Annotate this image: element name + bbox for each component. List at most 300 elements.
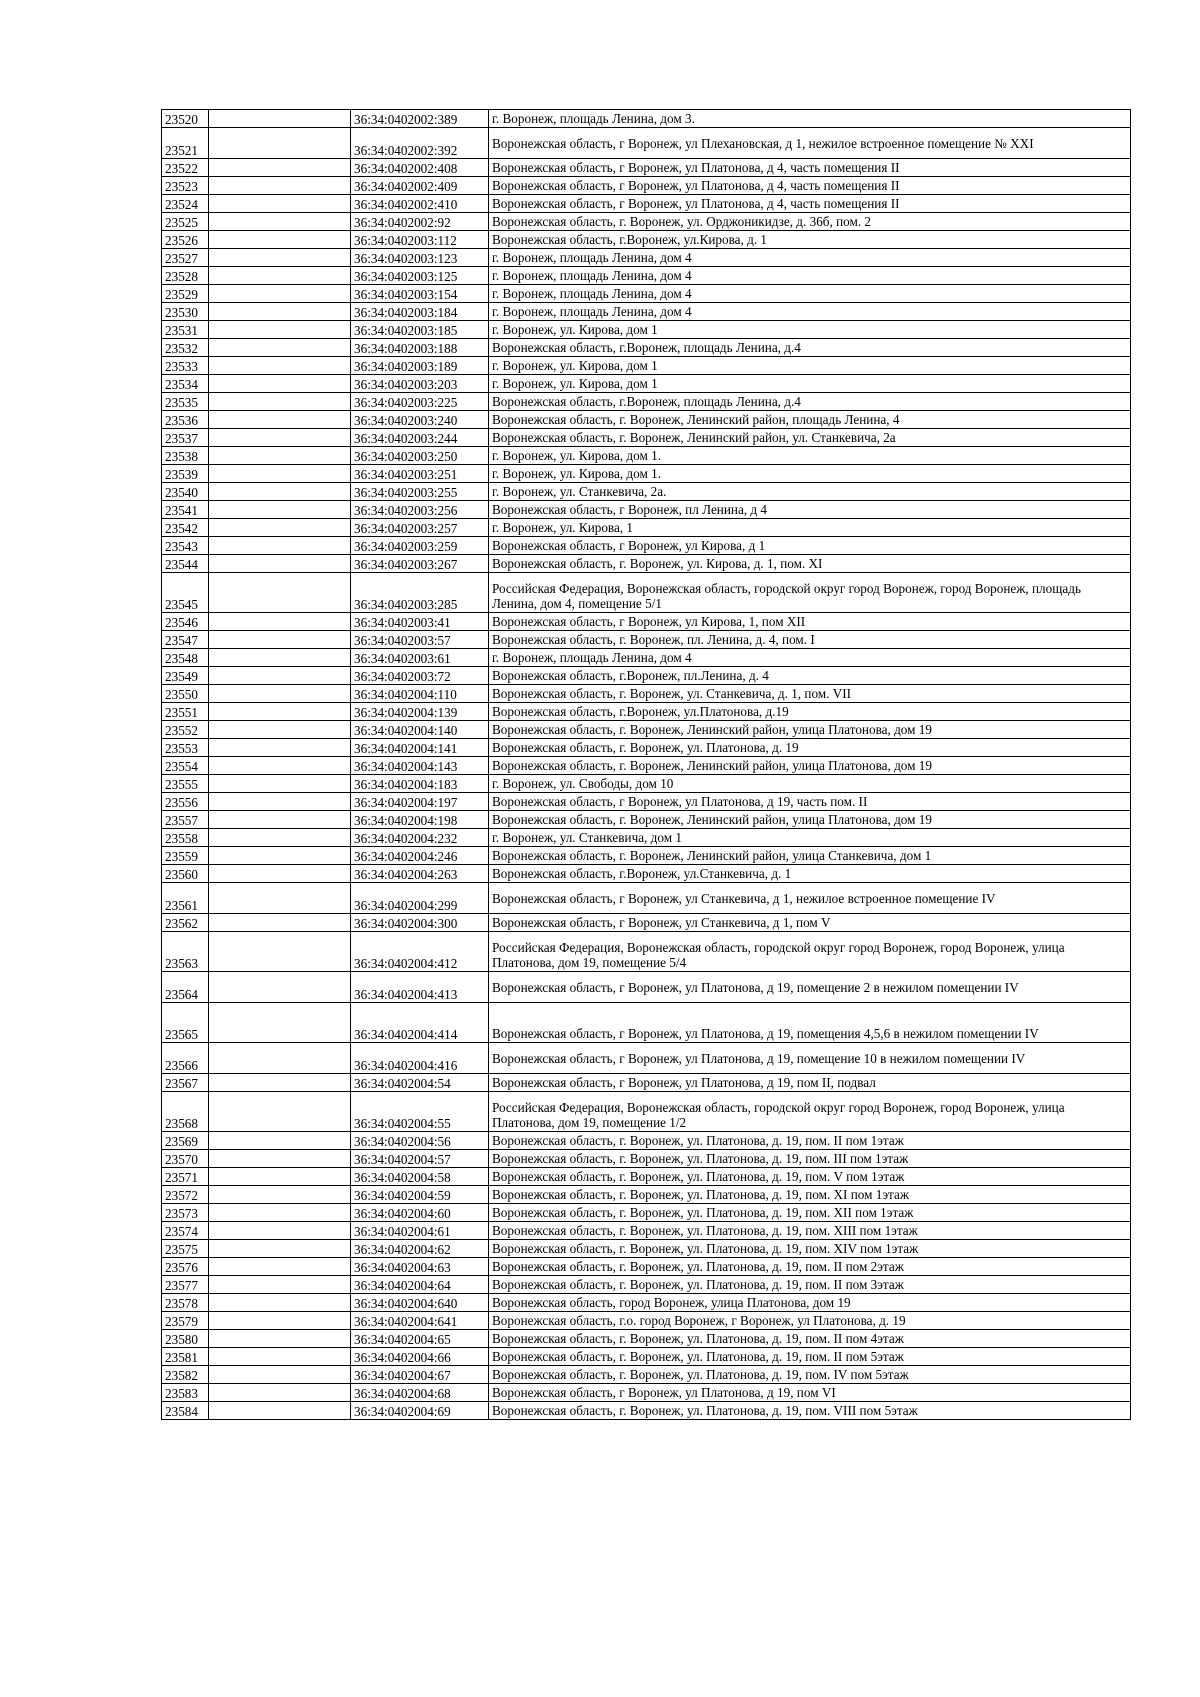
cadastral-number-cell: 36:34:0402004:65 [351, 1330, 489, 1348]
address-cell: Воронежская область, г. Воронеж, Ленинский район, улица Платонова, дом 19 [489, 811, 1131, 829]
cadastral-number-cell: 36:34:0402003:285 [351, 573, 489, 613]
table-row [162, 811, 1131, 829]
cadastral-number-cell: 36:34:0402004:54 [351, 1074, 489, 1092]
address-cell: Воронежская область, г.о. город Воронеж, г Воронеж, ул Платонова, д. 19 [489, 1312, 1131, 1330]
empty-cell [209, 321, 351, 339]
cadastral-number-cell: 36:34:0402004:183 [351, 775, 489, 793]
empty-cell [209, 1092, 351, 1132]
table-row [162, 1402, 1131, 1420]
empty-cell [209, 932, 351, 972]
table-row [162, 1384, 1131, 1402]
address-cell: г. Воронеж, площадь Ленина, дом 4 [489, 267, 1131, 285]
row-number-cell: 23551 [162, 703, 209, 721]
address-cell: Воронежская область, г. Воронеж, ул. Станкевича, д. 1, пом. VII [489, 685, 1131, 703]
cadastral-number-cell: 36:34:0402004:232 [351, 829, 489, 847]
row-number-cell: 23550 [162, 685, 209, 703]
address-cell: г. Воронеж, площадь Ленина, дом 4 [489, 285, 1131, 303]
row-number-cell: 23579 [162, 1312, 209, 1330]
table-row [162, 739, 1131, 757]
address-cell: г. Воронеж, площадь Ленина, дом 3. [489, 110, 1131, 128]
empty-cell [209, 357, 351, 375]
row-number-cell: 23572 [162, 1186, 209, 1204]
table-row [162, 613, 1131, 631]
empty-cell [209, 1258, 351, 1276]
row-number-cell: 23583 [162, 1384, 209, 1402]
address-cell: Воронежская область, г Воронеж, ул Станкевича, д 1, нежилое встроенное помещение IV [489, 883, 1131, 914]
cadastral-number-cell: 36:34:0402003:72 [351, 667, 489, 685]
row-number-cell: 23574 [162, 1222, 209, 1240]
address-cell: Российская Федерация, Воронежская область, городской округ город Воронеж, город Воронеж, улица Платонова, дом 19, помещение 1/2 [489, 1092, 1131, 1132]
address-cell: Воронежская область, г.Воронеж, ул.Станкевича, д. 1 [489, 865, 1131, 883]
row-number-cell: 23565 [162, 1003, 209, 1043]
empty-cell [209, 1074, 351, 1092]
row-number-cell: 23576 [162, 1258, 209, 1276]
empty-cell [209, 110, 351, 128]
cadastral-number-cell: 36:34:0402003:225 [351, 393, 489, 411]
table-row [162, 883, 1131, 914]
row-number-cell: 23521 [162, 128, 209, 159]
empty-cell [209, 303, 351, 321]
address-cell: Воронежская область, г. Воронеж, ул. Платонова, д. 19, пом. III пом 1этаж [489, 1150, 1131, 1168]
row-number-cell: 23524 [162, 195, 209, 213]
empty-cell [209, 177, 351, 195]
table-row [162, 393, 1131, 411]
empty-cell [209, 865, 351, 883]
table-row [162, 1258, 1131, 1276]
row-number-cell: 23536 [162, 411, 209, 429]
empty-cell [209, 793, 351, 811]
row-number-cell: 23545 [162, 573, 209, 613]
cadastral-number-cell: 36:34:0402003:154 [351, 285, 489, 303]
address-cell: Воронежская область, г. Воронеж, ул. Платонова, д. 19 [489, 739, 1131, 757]
table-row [162, 1132, 1131, 1150]
row-number-cell: 23562 [162, 914, 209, 932]
row-number-cell: 23530 [162, 303, 209, 321]
empty-cell [209, 847, 351, 865]
cadastral-number-cell: 36:34:0402003:250 [351, 447, 489, 465]
empty-cell [209, 483, 351, 501]
address-cell: г. Воронеж, ул. Кирова, дом 1. [489, 465, 1131, 483]
empty-cell [209, 537, 351, 555]
address-cell: Воронежская область, г. Воронеж, Ленинский район, улица Станкевича, дом 1 [489, 847, 1131, 865]
row-number-cell: 23571 [162, 1168, 209, 1186]
empty-cell [209, 519, 351, 537]
cadastral-number-cell: 36:34:0402003:184 [351, 303, 489, 321]
row-number-cell: 23543 [162, 537, 209, 555]
address-cell: Воронежская область, г. Воронеж, ул. Платонова, д. 19, пом. IV пом 5этаж [489, 1366, 1131, 1384]
table-row [162, 703, 1131, 721]
address-cell: Воронежская область, г. Воронеж, Ленинский район, ул. Станкевича, 2а [489, 429, 1131, 447]
empty-cell [209, 739, 351, 757]
cadastral-number-cell: 36:34:0402002:392 [351, 128, 489, 159]
table-row [162, 1312, 1131, 1330]
cadastral-number-cell: 36:34:0402003:267 [351, 555, 489, 573]
row-number-cell: 23544 [162, 555, 209, 573]
row-number-cell: 23522 [162, 159, 209, 177]
row-number-cell: 23568 [162, 1092, 209, 1132]
registry-table [161, 109, 1131, 1420]
cadastral-number-cell: 36:34:0402004:140 [351, 721, 489, 739]
address-cell: Воронежская область, г Воронеж, ул Платонова, д 4, часть помещения II [489, 177, 1131, 195]
table-row [162, 321, 1131, 339]
cadastral-number-cell: 36:34:0402004:299 [351, 883, 489, 914]
table-row [162, 847, 1131, 865]
empty-cell [209, 703, 351, 721]
address-cell: Воронежская область, г. Воронеж, ул. Платонова, д. 19, пом. II пом 4этаж [489, 1330, 1131, 1348]
cadastral-number-cell: 36:34:0402004:197 [351, 793, 489, 811]
address-cell: Воронежская область, г Воронеж, ул Кирова, д 1 [489, 537, 1131, 555]
row-number-cell: 23578 [162, 1294, 209, 1312]
empty-cell [209, 1132, 351, 1150]
cadastral-number-cell: 36:34:0402003:240 [351, 411, 489, 429]
table-row [162, 914, 1131, 932]
address-cell: Воронежская область, г.Воронеж, пл.Ленина, д. 4 [489, 667, 1131, 685]
table-row [162, 110, 1131, 128]
cadastral-number-cell: 36:34:0402004:641 [351, 1312, 489, 1330]
address-cell: Воронежская область, г. Воронеж, ул. Платонова, д. 19, пом. XIV пом 1этаж [489, 1240, 1131, 1258]
empty-cell [209, 555, 351, 573]
address-cell: г. Воронеж, ул. Свободы, дом 10 [489, 775, 1131, 793]
row-number-cell: 23523 [162, 177, 209, 195]
table-row [162, 793, 1131, 811]
cadastral-number-cell: 36:34:0402004:55 [351, 1092, 489, 1132]
cadastral-number-cell: 36:34:0402002:409 [351, 177, 489, 195]
empty-cell [209, 1186, 351, 1204]
table-row [162, 357, 1131, 375]
table-row [162, 375, 1131, 393]
empty-cell [209, 195, 351, 213]
address-cell: г. Воронеж, ул. Кирова, дом 1 [489, 321, 1131, 339]
empty-cell [209, 685, 351, 703]
address-cell: Воронежская область, г Воронеж, ул Платонова, д 19, часть пом. II [489, 793, 1131, 811]
address-cell: Воронежская область, г. Воронеж, ул. Орджоникидзе, д. 36б, пом. 2 [489, 213, 1131, 231]
row-number-cell: 23533 [162, 357, 209, 375]
empty-cell [209, 631, 351, 649]
empty-cell [209, 667, 351, 685]
empty-cell [209, 757, 351, 775]
table-row [162, 213, 1131, 231]
address-cell: Воронежская область, г Воронеж, ул Платонова, д 19, помещения 4,5,6 в нежилом помещении IV [489, 1003, 1131, 1043]
address-cell: Воронежская область, г Воронеж, ул Кирова, 1, пом XII [489, 613, 1131, 631]
empty-cell [209, 1003, 351, 1043]
cadastral-number-cell: 36:34:0402004:57 [351, 1150, 489, 1168]
row-number-cell: 23560 [162, 865, 209, 883]
address-cell: г. Воронеж, ул. Кирова, 1 [489, 519, 1131, 537]
table-row [162, 519, 1131, 537]
row-number-cell: 23580 [162, 1330, 209, 1348]
row-number-cell: 23554 [162, 757, 209, 775]
row-number-cell: 23540 [162, 483, 209, 501]
address-cell: г. Воронеж, площадь Ленина, дом 4 [489, 649, 1131, 667]
empty-cell [209, 231, 351, 249]
table-row [162, 537, 1131, 555]
table-row [162, 972, 1131, 1003]
row-number-cell: 23531 [162, 321, 209, 339]
table-row [162, 1294, 1131, 1312]
table-row [162, 1330, 1131, 1348]
row-number-cell: 23542 [162, 519, 209, 537]
cadastral-number-cell: 36:34:0402003:257 [351, 519, 489, 537]
address-cell: г. Воронеж, ул. Кирова, дом 1. [489, 447, 1131, 465]
row-number-cell: 23582 [162, 1366, 209, 1384]
row-number-cell: 23567 [162, 1074, 209, 1092]
cadastral-number-cell: 36:34:0402003:203 [351, 375, 489, 393]
registry-table-body [162, 110, 1131, 1420]
cadastral-number-cell: 36:34:0402004:56 [351, 1132, 489, 1150]
row-number-cell: 23570 [162, 1150, 209, 1168]
cadastral-number-cell: 36:34:0402003:57 [351, 631, 489, 649]
cadastral-number-cell: 36:34:0402003:125 [351, 267, 489, 285]
table-row [162, 285, 1131, 303]
address-cell: г. Воронеж, площадь Ленина, дом 4 [489, 249, 1131, 267]
address-cell: Воронежская область, г Воронеж, ул Станкевича, д 1, пом V [489, 914, 1131, 932]
empty-cell [209, 465, 351, 483]
cadastral-number-cell: 36:34:0402003:112 [351, 231, 489, 249]
row-number-cell: 23528 [162, 267, 209, 285]
address-cell: Воронежская область, г. Воронеж, ул. Платонова, д. 19, пом. XII пом 1этаж [489, 1204, 1131, 1222]
row-number-cell: 23532 [162, 339, 209, 357]
cadastral-number-cell: 36:34:0402004:414 [351, 1003, 489, 1043]
empty-cell [209, 429, 351, 447]
address-cell: Воронежская область, г. Воронеж, пл. Ленина, д. 4, пом. I [489, 631, 1131, 649]
address-cell: Воронежская область, г. Воронеж, ул. Платонова, д. 19, пом. II пом 5этаж [489, 1348, 1131, 1366]
address-cell: г. Воронеж, ул. Станкевича, 2а. [489, 483, 1131, 501]
cadastral-number-cell: 36:34:0402003:244 [351, 429, 489, 447]
cadastral-number-cell: 36:34:0402003:61 [351, 649, 489, 667]
empty-cell [209, 1240, 351, 1258]
table-row [162, 177, 1131, 195]
row-number-cell: 23564 [162, 972, 209, 1003]
table-row [162, 1186, 1131, 1204]
table-row [162, 1204, 1131, 1222]
table-row [162, 1276, 1131, 1294]
address-cell: Воронежская область, г. Воронеж, Ленинский район, улица Платонова, дом 19 [489, 721, 1131, 739]
cadastral-number-cell: 36:34:0402003:189 [351, 357, 489, 375]
empty-cell [209, 721, 351, 739]
row-number-cell: 23526 [162, 231, 209, 249]
row-number-cell: 23559 [162, 847, 209, 865]
row-number-cell: 23581 [162, 1348, 209, 1366]
empty-cell [209, 811, 351, 829]
row-number-cell: 23535 [162, 393, 209, 411]
cadastral-number-cell: 36:34:0402003:255 [351, 483, 489, 501]
table-row [162, 685, 1131, 703]
table-row [162, 195, 1131, 213]
table-row [162, 1003, 1131, 1043]
empty-cell [209, 411, 351, 429]
row-number-cell: 23529 [162, 285, 209, 303]
table-row [162, 1222, 1131, 1240]
address-cell: Воронежская область, город Воронеж, улица Платонова, дом 19 [489, 1294, 1131, 1312]
row-number-cell: 23553 [162, 739, 209, 757]
address-cell: Воронежская область, г Воронеж, ул Платонова, д 4, часть помещения II [489, 159, 1131, 177]
table-row [162, 1043, 1131, 1074]
cadastral-number-cell: 36:34:0402004:62 [351, 1240, 489, 1258]
row-number-cell: 23546 [162, 613, 209, 631]
row-number-cell: 23577 [162, 1276, 209, 1294]
empty-cell [209, 1384, 351, 1402]
cadastral-number-cell: 36:34:0402004:412 [351, 932, 489, 972]
cadastral-number-cell: 36:34:0402004:300 [351, 914, 489, 932]
empty-cell [209, 393, 351, 411]
table-row [162, 1348, 1131, 1366]
cadastral-number-cell: 36:34:0402004:263 [351, 865, 489, 883]
table-row [162, 339, 1131, 357]
cadastral-number-cell: 36:34:0402002:408 [351, 159, 489, 177]
cadastral-number-cell: 36:34:0402004:66 [351, 1348, 489, 1366]
cadastral-number-cell: 36:34:0402004:413 [351, 972, 489, 1003]
address-cell: Воронежская область, г. Воронеж, ул. Платонова, д. 19, пом. XIII пом 1этаж [489, 1222, 1131, 1240]
row-number-cell: 23556 [162, 793, 209, 811]
empty-cell [209, 573, 351, 613]
empty-cell [209, 267, 351, 285]
table-row [162, 631, 1131, 649]
row-number-cell: 23547 [162, 631, 209, 649]
address-cell: Воронежская область, г Воронеж, ул Платонова, д 4, часть помещения II [489, 195, 1131, 213]
empty-cell [209, 375, 351, 393]
table-row [162, 667, 1131, 685]
table-row [162, 1092, 1131, 1132]
cadastral-number-cell: 36:34:0402003:259 [351, 537, 489, 555]
address-cell: г. Воронеж, площадь Ленина, дом 4 [489, 303, 1131, 321]
address-cell: Воронежская область, г. Воронеж, ул. Платонова, д. 19, пом. VIII пом 5этаж [489, 1402, 1131, 1420]
row-number-cell: 23537 [162, 429, 209, 447]
empty-cell [209, 1402, 351, 1420]
cadastral-number-cell: 36:34:0402004:416 [351, 1043, 489, 1074]
table-row [162, 1168, 1131, 1186]
cadastral-number-cell: 36:34:0402004:64 [351, 1276, 489, 1294]
row-number-cell: 23569 [162, 1132, 209, 1150]
table-row [162, 1074, 1131, 1092]
table-row [162, 932, 1131, 972]
row-number-cell: 23552 [162, 721, 209, 739]
empty-cell [209, 339, 351, 357]
cadastral-number-cell: 36:34:0402002:410 [351, 195, 489, 213]
table-row [162, 573, 1131, 613]
table-row [162, 555, 1131, 573]
empty-cell [209, 883, 351, 914]
cadastral-number-cell: 36:34:0402004:69 [351, 1402, 489, 1420]
empty-cell [209, 501, 351, 519]
cadastral-number-cell: 36:34:0402004:67 [351, 1366, 489, 1384]
address-cell: г. Воронеж, ул. Кирова, дом 1 [489, 375, 1131, 393]
empty-cell [209, 1312, 351, 1330]
cadastral-number-cell: 36:34:0402003:188 [351, 339, 489, 357]
cadastral-number-cell: 36:34:0402002:92 [351, 213, 489, 231]
table-row [162, 429, 1131, 447]
address-cell: Воронежская область, г Воронеж, ул Плехановская, д 1, нежилое встроенное помещение № XXI [489, 128, 1131, 159]
cadastral-number-cell: 36:34:0402004:63 [351, 1258, 489, 1276]
cadastral-number-cell: 36:34:0402004:246 [351, 847, 489, 865]
empty-cell [209, 829, 351, 847]
cadastral-number-cell: 36:34:0402003:251 [351, 465, 489, 483]
row-number-cell: 23561 [162, 883, 209, 914]
address-cell: Воронежская область, г. Воронеж, ул. Платонова, д. 19, пом. II пом 3этаж [489, 1276, 1131, 1294]
cadastral-number-cell: 36:34:0402003:185 [351, 321, 489, 339]
table-row [162, 501, 1131, 519]
address-cell: Российская Федерация, Воронежская область, городской округ город Воронеж, город Воронеж, улица Платонова, дом 19, помещение 5/4 [489, 932, 1131, 972]
row-number-cell: 23573 [162, 1204, 209, 1222]
row-number-cell: 23534 [162, 375, 209, 393]
cadastral-number-cell: 36:34:0402004:143 [351, 757, 489, 775]
row-number-cell: 23555 [162, 775, 209, 793]
cadastral-number-cell: 36:34:0402004:61 [351, 1222, 489, 1240]
address-cell: Воронежская область, г. Воронеж, ул. Платонова, д. 19, пом. II пом 1этаж [489, 1132, 1131, 1150]
row-number-cell: 23541 [162, 501, 209, 519]
cadastral-number-cell: 36:34:0402002:389 [351, 110, 489, 128]
empty-cell [209, 972, 351, 1003]
table-row [162, 159, 1131, 177]
cadastral-number-cell: 36:34:0402004:141 [351, 739, 489, 757]
cadastral-number-cell: 36:34:0402004:58 [351, 1168, 489, 1186]
address-cell: Российская Федерация, Воронежская область, городской округ город Воронеж, город Воронеж, площадь Ленина, дом 4, помещение 5/1 [489, 573, 1131, 613]
cadastral-number-cell: 36:34:0402004:60 [351, 1204, 489, 1222]
empty-cell [209, 1043, 351, 1074]
address-cell: Воронежская область, г Воронеж, ул Платонова, д 19, помещение 2 в нежилом помещении IV [489, 972, 1131, 1003]
row-number-cell: 23548 [162, 649, 209, 667]
empty-cell [209, 1294, 351, 1312]
row-number-cell: 23584 [162, 1402, 209, 1420]
cadastral-number-cell: 36:34:0402003:123 [351, 249, 489, 267]
cadastral-number-cell: 36:34:0402004:59 [351, 1186, 489, 1204]
table-row [162, 775, 1131, 793]
address-cell: г. Воронеж, ул. Кирова, дом 1 [489, 357, 1131, 375]
cadastral-number-cell: 36:34:0402004:139 [351, 703, 489, 721]
row-number-cell: 23566 [162, 1043, 209, 1074]
address-cell: Воронежская область, г. Воронеж, ул. Кирова, д. 1, пом. XI [489, 555, 1131, 573]
row-number-cell: 23525 [162, 213, 209, 231]
address-cell: Воронежская область, г Воронеж, пл Ленина, д 4 [489, 501, 1131, 519]
table-row [162, 483, 1131, 501]
empty-cell [209, 1204, 351, 1222]
row-number-cell: 23575 [162, 1240, 209, 1258]
empty-cell [209, 249, 351, 267]
row-number-cell: 23558 [162, 829, 209, 847]
empty-cell [209, 775, 351, 793]
table-row [162, 465, 1131, 483]
table-row [162, 303, 1131, 321]
address-cell: Воронежская область, г Воронеж, ул Платонова, д 19, помещение 10 в нежилом помещении IV [489, 1043, 1131, 1074]
address-cell: Воронежская область, г.Воронеж, площадь Ленина, д.4 [489, 339, 1131, 357]
empty-cell [209, 447, 351, 465]
cadastral-number-cell: 36:34:0402004:68 [351, 1384, 489, 1402]
address-cell: Воронежская область, г Воронеж, ул Платонова, д 19, пом VI [489, 1384, 1131, 1402]
table-row [162, 1150, 1131, 1168]
row-number-cell: 23563 [162, 932, 209, 972]
table-row [162, 829, 1131, 847]
address-cell: Воронежская область, г.Воронеж, ул.Кирова, д. 1 [489, 231, 1131, 249]
empty-cell [209, 159, 351, 177]
address-cell: Воронежская область, г. Воронеж, Ленинский район, площадь Ленина, 4 [489, 411, 1131, 429]
empty-cell [209, 914, 351, 932]
empty-cell [209, 1168, 351, 1186]
empty-cell [209, 1348, 351, 1366]
row-number-cell: 23527 [162, 249, 209, 267]
table-row [162, 1240, 1131, 1258]
table-row [162, 865, 1131, 883]
empty-cell [209, 1222, 351, 1240]
empty-cell [209, 649, 351, 667]
empty-cell [209, 1150, 351, 1168]
row-number-cell: 23557 [162, 811, 209, 829]
row-number-cell: 23538 [162, 447, 209, 465]
address-cell: Воронежская область, г. Воронеж, Ленинский район, улица Платонова, дом 19 [489, 757, 1131, 775]
address-cell: Воронежская область, г Воронеж, ул Платонова, д 19, пом II, подвал [489, 1074, 1131, 1092]
table-row [162, 757, 1131, 775]
address-cell: г. Воронеж, ул. Станкевича, дом 1 [489, 829, 1131, 847]
table-row [162, 1366, 1131, 1384]
table-row [162, 231, 1131, 249]
